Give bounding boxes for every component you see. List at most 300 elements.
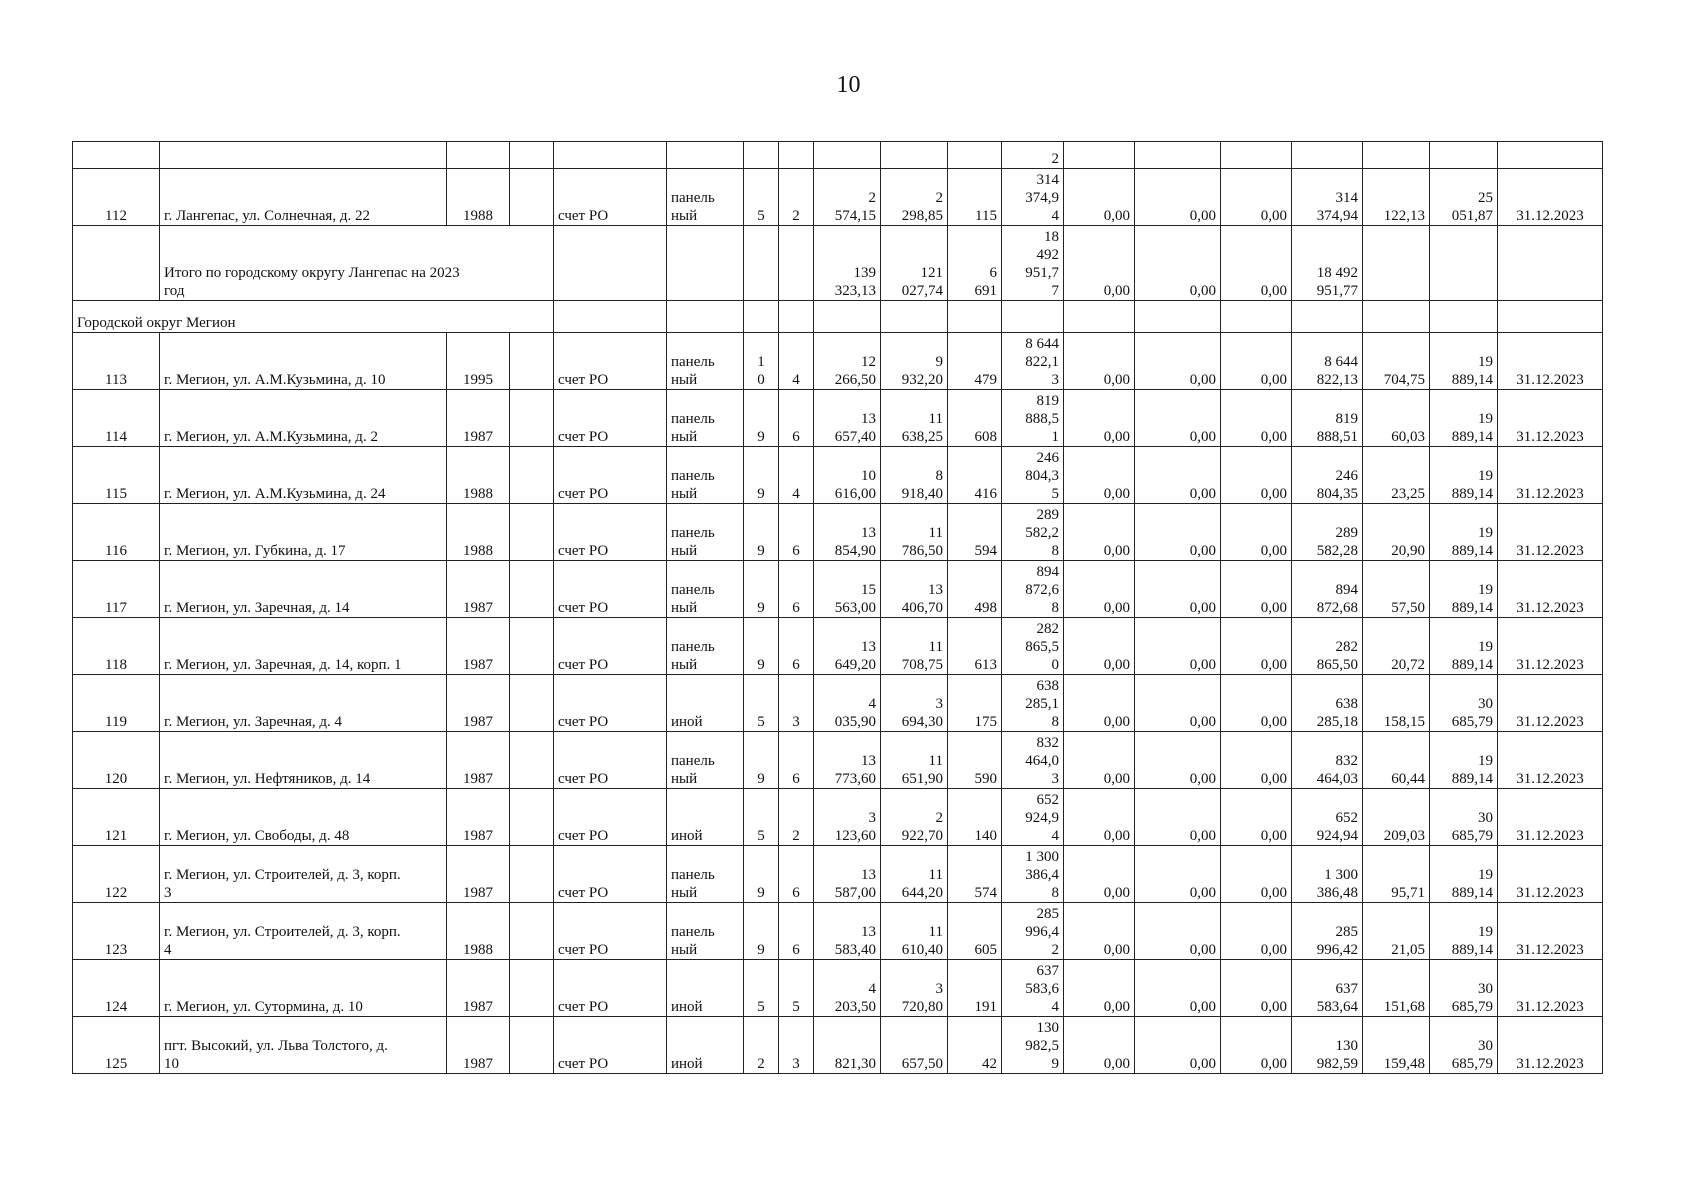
blank-cell <box>510 1017 554 1074</box>
cost-per-m2-cell: 20,90 <box>1363 504 1430 561</box>
row-number-cell: 117 <box>73 561 160 618</box>
blank-cell <box>1064 301 1135 333</box>
floors-cell: 5 <box>744 169 779 226</box>
cost-part-4-cell: 652 924,94 <box>1292 789 1363 846</box>
cost-total-cell: 652 924,9 4 <box>1002 789 1064 846</box>
cost-part-1-cell: 0,00 <box>1064 447 1135 504</box>
cost-part-3-cell: 0,00 <box>1221 333 1292 390</box>
wall-material-cell: иной <box>667 960 744 1017</box>
row-number-cell: 120 <box>73 732 160 789</box>
wall-material-cell: панель ный <box>667 618 744 675</box>
table-row <box>73 789 1603 846</box>
cost-part-1-cell: 0,00 <box>1064 618 1135 675</box>
total-area-cell: 13 657,40 <box>814 390 881 447</box>
blank-cell <box>510 169 554 226</box>
cost-limit-cell: 19 889,14 <box>1430 447 1498 504</box>
cost-part-2-cell: 0,00 <box>1135 903 1221 960</box>
summary-cost-part-1: 0,00 <box>1064 226 1135 301</box>
residents-cell: 605 <box>948 903 1002 960</box>
year-cell: 1987 <box>447 390 510 447</box>
blank-cell <box>510 903 554 960</box>
cost-part-1-cell: 0,00 <box>1064 561 1135 618</box>
cost-part-1-cell: 0,00 <box>1064 903 1135 960</box>
blank-cell <box>510 447 554 504</box>
residential-area-cell: 11 651,90 <box>881 732 948 789</box>
cost-part-2-cell: 0,00 <box>1135 846 1221 903</box>
address-cell: г. Мегион, ул. Заречная, д. 4 <box>160 675 447 732</box>
cost-part-4-cell: 894 872,68 <box>1292 561 1363 618</box>
cost-part-4-cell: 637 583,64 <box>1292 960 1363 1017</box>
entrances-cell: 6 <box>779 846 814 903</box>
blank-cell <box>510 846 554 903</box>
row-number-cell: 122 <box>73 846 160 903</box>
method-cell: счет РО <box>554 846 667 903</box>
blank-cell <box>814 301 881 333</box>
address-cell: г. Мегион, ул. Заречная, д. 14, корп. 1 <box>160 618 447 675</box>
address-cell: г. Мегион, ул. Свободы, д. 48 <box>160 789 447 846</box>
residential-area-cell: 3 720,80 <box>881 960 948 1017</box>
blank-cell <box>510 618 554 675</box>
residents-cell: 115 <box>948 169 1002 226</box>
cost-limit-cell: 25 051,87 <box>1430 169 1498 226</box>
total-area-cell: 10 616,00 <box>814 447 881 504</box>
floors-cell: 9 <box>744 618 779 675</box>
floors-cell: 1 0 <box>744 333 779 390</box>
cost-part-3-cell: 0,00 <box>1221 960 1292 1017</box>
cost-part-4-cell: 246 804,35 <box>1292 447 1363 504</box>
cost-total-cell: 130 982,5 9 <box>1002 1017 1064 1074</box>
floors-cell: 9 <box>744 390 779 447</box>
deadline-cell: 31.12.2023 <box>1498 169 1603 226</box>
cost-limit-cell: 30 685,79 <box>1430 789 1498 846</box>
entrances-cell: 6 <box>779 561 814 618</box>
residential-area-cell: 11 610,40 <box>881 903 948 960</box>
summary-total-area: 139 323,13 <box>814 226 881 301</box>
cost-part-1-cell: 0,00 <box>1064 504 1135 561</box>
blank-cell <box>1363 226 1430 301</box>
cost-part-4-cell: 282 865,50 <box>1292 618 1363 675</box>
total-area-cell: 12 266,50 <box>814 333 881 390</box>
cost-part-2-cell: 0,00 <box>1135 561 1221 618</box>
year-cell: 1988 <box>447 903 510 960</box>
cost-part-3-cell: 0,00 <box>1221 675 1292 732</box>
total-area-cell: 15 563,00 <box>814 561 881 618</box>
table-row <box>73 447 1603 504</box>
method-cell: счет РО <box>554 903 667 960</box>
year-cell: 1987 <box>447 618 510 675</box>
blank-cell <box>1221 301 1292 333</box>
table-row <box>73 903 1603 960</box>
method-cell: счет РО <box>554 561 667 618</box>
cost-part-1-cell: 0,00 <box>1064 390 1135 447</box>
floors-cell: 5 <box>744 675 779 732</box>
address-cell: г. Мегион, ул. Строителей, д. 3, корп. 3 <box>160 846 447 903</box>
residents-cell: 594 <box>948 504 1002 561</box>
row-number-cell: 125 <box>73 1017 160 1074</box>
cost-per-m2-cell: 159,48 <box>1363 1017 1430 1074</box>
deadline-cell: 31.12.2023 <box>1498 618 1603 675</box>
cost-per-m2-cell: 20,72 <box>1363 618 1430 675</box>
residential-area-cell: 657,50 <box>881 1017 948 1074</box>
table-row <box>73 390 1603 447</box>
cost-part-2-cell: 0,00 <box>1135 732 1221 789</box>
residential-area-cell: 11 708,75 <box>881 618 948 675</box>
deadline-cell: 31.12.2023 <box>1498 390 1603 447</box>
table-row <box>73 675 1603 732</box>
cost-part-4-cell: 314 374,94 <box>1292 169 1363 226</box>
cost-total-cell: 289 582,2 8 <box>1002 504 1064 561</box>
cost-part-2-cell: 0,00 <box>1135 1017 1221 1074</box>
cost-limit-cell: 19 889,14 <box>1430 732 1498 789</box>
cost-total-cell: 832 464,0 3 <box>1002 732 1064 789</box>
method-cell: счет РО <box>554 504 667 561</box>
floors-cell: 9 <box>744 846 779 903</box>
cost-part-4-cell: 832 464,03 <box>1292 732 1363 789</box>
residents-cell: 613 <box>948 618 1002 675</box>
blank-cell <box>1135 301 1221 333</box>
year-cell: 1988 <box>447 447 510 504</box>
cost-part-3-cell: 0,00 <box>1221 169 1292 226</box>
residential-area-cell: 2 922,70 <box>881 789 948 846</box>
floors-cell: 2 <box>744 1017 779 1074</box>
page-number: 10 <box>836 72 861 98</box>
floors-cell: 9 <box>744 504 779 561</box>
wall-material-cell: иной <box>667 1017 744 1074</box>
cost-total-cell: 819 888,5 1 <box>1002 390 1064 447</box>
total-area-cell: 13 854,90 <box>814 504 881 561</box>
continuation-row <box>73 142 1603 169</box>
row-number-cell: 112 <box>73 169 160 226</box>
floors-cell: 9 <box>744 447 779 504</box>
cost-part-2-cell: 0,00 <box>1135 960 1221 1017</box>
address-cell: г. Мегион, ул. Губкина, д. 17 <box>160 504 447 561</box>
wall-material-cell: панель ный <box>667 333 744 390</box>
entrances-cell: 5 <box>779 960 814 1017</box>
deadline-cell: 31.12.2023 <box>1498 732 1603 789</box>
table-row <box>73 561 1603 618</box>
cost-part-2-cell: 0,00 <box>1135 447 1221 504</box>
year-cell: 1987 <box>447 960 510 1017</box>
method-cell: счет РО <box>554 732 667 789</box>
cost-per-m2-cell: 122,13 <box>1363 169 1430 226</box>
row-number-cell: 121 <box>73 789 160 846</box>
row-number-cell: 115 <box>73 447 160 504</box>
table-body <box>73 142 1603 1074</box>
cost-part-3-cell: 0,00 <box>1221 789 1292 846</box>
blank-cell <box>779 226 814 301</box>
blank-cell <box>554 226 667 301</box>
total-area-cell: 2 574,15 <box>814 169 881 226</box>
entrances-cell: 6 <box>779 504 814 561</box>
blank-cell <box>667 301 744 333</box>
summary-cost-total: 18 492 951,7 7 <box>1002 226 1064 301</box>
summary-residents: 6 691 <box>948 226 1002 301</box>
total-area-cell: 13 649,20 <box>814 618 881 675</box>
blank-cell <box>744 301 779 333</box>
cost-limit-cell: 19 889,14 <box>1430 618 1498 675</box>
total-area-cell: 13 773,60 <box>814 732 881 789</box>
cost-part-3-cell: 0,00 <box>1221 618 1292 675</box>
deadline-cell: 31.12.2023 <box>1498 675 1603 732</box>
blank-cell <box>1430 226 1498 301</box>
cost-per-m2-cell: 57,50 <box>1363 561 1430 618</box>
blank-cell <box>948 301 1002 333</box>
total-area-cell: 13 583,40 <box>814 903 881 960</box>
cost-part-1-cell: 0,00 <box>1064 1017 1135 1074</box>
cost-total-cell: 638 285,1 8 <box>1002 675 1064 732</box>
method-cell: счет РО <box>554 447 667 504</box>
wall-material-cell: панель ный <box>667 390 744 447</box>
residential-area-cell: 11 786,50 <box>881 504 948 561</box>
cost-per-m2-cell: 209,03 <box>1363 789 1430 846</box>
residents-cell: 191 <box>948 960 1002 1017</box>
cost-per-m2-cell: 60,03 <box>1363 390 1430 447</box>
wall-material-cell: панель ный <box>667 169 744 226</box>
method-cell: счет РО <box>554 1017 667 1074</box>
cost-part-1-cell: 0,00 <box>1064 960 1135 1017</box>
section-title: Городской округ Мегион <box>73 301 554 333</box>
blank-cell <box>881 301 948 333</box>
residents-cell: 175 <box>948 675 1002 732</box>
year-cell: 1987 <box>447 732 510 789</box>
method-cell: счет РО <box>554 675 667 732</box>
cost-part-3-cell: 0,00 <box>1221 903 1292 960</box>
row-number-cell: 123 <box>73 903 160 960</box>
address-cell: г. Лангепас, ул. Солнечная, д. 22 <box>160 169 447 226</box>
residential-area-cell: 11 638,25 <box>881 390 948 447</box>
cost-part-1-cell: 0,00 <box>1064 675 1135 732</box>
method-cell: счет РО <box>554 390 667 447</box>
floors-cell: 9 <box>744 561 779 618</box>
residents-cell: 479 <box>948 333 1002 390</box>
address-cell: г. Мегион, ул. Нефтяников, д. 14 <box>160 732 447 789</box>
entrances-cell: 6 <box>779 903 814 960</box>
cost-per-m2-cell: 60,44 <box>1363 732 1430 789</box>
wall-material-cell: панель ный <box>667 447 744 504</box>
address-cell: г. Мегион, ул. А.М.Кузьмина, д. 2 <box>160 390 447 447</box>
table-row <box>73 732 1603 789</box>
cost-total-cell: 285 996,4 2 <box>1002 903 1064 960</box>
cost-part-3-cell: 0,00 <box>1221 447 1292 504</box>
table-row <box>73 504 1603 561</box>
address-cell: г. Мегион, ул. Заречная, д. 14 <box>160 561 447 618</box>
method-cell: счет РО <box>554 618 667 675</box>
total-area-cell: 4 035,90 <box>814 675 881 732</box>
entrances-cell: 6 <box>779 390 814 447</box>
blank-cell <box>667 226 744 301</box>
summary-label: Итого по городскому округу Лангепас на 2023 год <box>160 226 554 301</box>
cost-limit-cell: 19 889,14 <box>1430 390 1498 447</box>
floors-cell: 5 <box>744 789 779 846</box>
table-row <box>73 618 1603 675</box>
cost-part-4-cell: 638 285,18 <box>1292 675 1363 732</box>
table-row <box>73 960 1603 1017</box>
blank-cell <box>510 960 554 1017</box>
cost-part-4-cell: 130 982,59 <box>1292 1017 1363 1074</box>
cost-part-4-cell: 8 644 822,13 <box>1292 333 1363 390</box>
cost-part-3-cell: 0,00 <box>1221 504 1292 561</box>
deadline-cell: 31.12.2023 <box>1498 333 1603 390</box>
entrances-cell: 3 <box>779 1017 814 1074</box>
residents-cell: 416 <box>948 447 1002 504</box>
cost-per-m2-cell: 151,68 <box>1363 960 1430 1017</box>
deadline-cell: 31.12.2023 <box>1498 960 1603 1017</box>
wall-material-cell: панель ный <box>667 561 744 618</box>
cost-part-4-cell: 1 300 386,48 <box>1292 846 1363 903</box>
cost-limit-cell: 30 685,79 <box>1430 1017 1498 1074</box>
row-number-cell: 114 <box>73 390 160 447</box>
blank-cell <box>779 301 814 333</box>
cost-part-3-cell: 0,00 <box>1221 561 1292 618</box>
cost-limit-cell: 19 889,14 <box>1430 903 1498 960</box>
row-number-cell: 124 <box>73 960 160 1017</box>
wall-material-cell: панель ный <box>667 504 744 561</box>
total-area-cell: 13 587,00 <box>814 846 881 903</box>
total-area-cell: 3 123,60 <box>814 789 881 846</box>
row-number-cell: 119 <box>73 675 160 732</box>
address-cell: г. Мегион, ул. А.М.Кузьмина, д. 10 <box>160 333 447 390</box>
cost-total-cell: 2 <box>1002 142 1064 169</box>
cost-part-1-cell: 0,00 <box>1064 846 1135 903</box>
year-cell: 1987 <box>447 789 510 846</box>
row-number-cell: 116 <box>73 504 160 561</box>
cost-part-4-cell: 819 888,51 <box>1292 390 1363 447</box>
cost-part-1-cell: 0,00 <box>1064 333 1135 390</box>
section-header-row <box>73 301 1603 333</box>
cost-limit-cell: 19 889,14 <box>1430 333 1498 390</box>
cost-part-2-cell: 0,00 <box>1135 789 1221 846</box>
deadline-cell: 31.12.2023 <box>1498 561 1603 618</box>
deadline-cell: 31.12.2023 <box>1498 846 1603 903</box>
address-cell: пгт. Высокий, ул. Льва Толстого, д. 10 <box>160 1017 447 1074</box>
residential-area-cell: 2 298,85 <box>881 169 948 226</box>
cost-part-2-cell: 0,00 <box>1135 504 1221 561</box>
deadline-cell: 31.12.2023 <box>1498 789 1603 846</box>
cost-per-m2-cell: 95,71 <box>1363 846 1430 903</box>
summary-residential-area: 121 027,74 <box>881 226 948 301</box>
residential-area-cell: 11 644,20 <box>881 846 948 903</box>
cost-limit-cell: 19 889,14 <box>1430 561 1498 618</box>
residents-cell: 574 <box>948 846 1002 903</box>
wall-material-cell: панель ный <box>667 732 744 789</box>
entrances-cell: 4 <box>779 333 814 390</box>
year-cell: 1988 <box>447 504 510 561</box>
cost-total-cell: 894 872,6 8 <box>1002 561 1064 618</box>
table-row <box>73 1017 1603 1074</box>
entrances-cell: 6 <box>779 732 814 789</box>
cost-part-2-cell: 0,00 <box>1135 390 1221 447</box>
residential-area-cell: 13 406,70 <box>881 561 948 618</box>
cost-part-4-cell: 285 996,42 <box>1292 903 1363 960</box>
cost-total-cell: 8 644 822,1 3 <box>1002 333 1064 390</box>
blank-cell <box>510 789 554 846</box>
cost-total-cell: 246 804,3 5 <box>1002 447 1064 504</box>
table-row <box>73 846 1603 903</box>
year-cell: 1988 <box>447 169 510 226</box>
blank-cell <box>554 301 667 333</box>
floors-cell: 5 <box>744 960 779 1017</box>
cost-limit-cell: 19 889,14 <box>1430 846 1498 903</box>
residential-area-cell: 8 918,40 <box>881 447 948 504</box>
cost-part-3-cell: 0,00 <box>1221 1017 1292 1074</box>
residents-cell: 608 <box>948 390 1002 447</box>
floors-cell: 9 <box>744 903 779 960</box>
residents-cell: 498 <box>948 561 1002 618</box>
deadline-cell: 31.12.2023 <box>1498 504 1603 561</box>
cost-limit-cell: 30 685,79 <box>1430 960 1498 1017</box>
cost-part-3-cell: 0,00 <box>1221 390 1292 447</box>
cost-part-1-cell: 0,00 <box>1064 732 1135 789</box>
cost-part-3-cell: 0,00 <box>1221 732 1292 789</box>
cost-part-3-cell: 0,00 <box>1221 846 1292 903</box>
method-cell: счет РО <box>554 789 667 846</box>
cost-part-4-cell: 289 582,28 <box>1292 504 1363 561</box>
wall-material-cell: иной <box>667 675 744 732</box>
method-cell: счет РО <box>554 960 667 1017</box>
table-row <box>73 169 1603 226</box>
blank-cell <box>510 390 554 447</box>
address-cell: г. Мегион, ул. Сутормина, д. 10 <box>160 960 447 1017</box>
cost-per-m2-cell: 23,25 <box>1363 447 1430 504</box>
cost-part-2-cell: 0,00 <box>1135 618 1221 675</box>
blank-cell <box>510 504 554 561</box>
table-row <box>73 333 1603 390</box>
year-cell: 1987 <box>447 846 510 903</box>
deadline-cell: 31.12.2023 <box>1498 1017 1603 1074</box>
method-cell: счет РО <box>554 169 667 226</box>
blank-cell <box>1498 226 1603 301</box>
method-cell: счет РО <box>554 333 667 390</box>
blank-cell <box>73 226 160 301</box>
year-cell: 1987 <box>447 675 510 732</box>
entrances-cell: 2 <box>779 789 814 846</box>
blank-cell <box>510 732 554 789</box>
cost-per-m2-cell: 21,05 <box>1363 903 1430 960</box>
residents-cell: 42 <box>948 1017 1002 1074</box>
blank-cell <box>510 675 554 732</box>
summary-cost-part-3: 0,00 <box>1221 226 1292 301</box>
cost-total-cell: 282 865,5 0 <box>1002 618 1064 675</box>
cost-per-m2-cell: 704,75 <box>1363 333 1430 390</box>
cost-total-cell: 314 374,9 4 <box>1002 169 1064 226</box>
deadline-cell: 31.12.2023 <box>1498 903 1603 960</box>
residents-cell: 590 <box>948 732 1002 789</box>
cost-part-1-cell: 0,00 <box>1064 169 1135 226</box>
registry-table <box>72 141 1603 1074</box>
blank-cell <box>1292 301 1363 333</box>
cost-part-1-cell: 0,00 <box>1064 789 1135 846</box>
residents-cell: 140 <box>948 789 1002 846</box>
address-cell: г. Мегион, ул. Строителей, д. 3, корп. 4 <box>160 903 447 960</box>
entrances-cell: 6 <box>779 618 814 675</box>
year-cell: 1987 <box>447 1017 510 1074</box>
deadline-cell: 31.12.2023 <box>1498 447 1603 504</box>
blank-cell <box>1363 301 1430 333</box>
blank-cell <box>1002 301 1064 333</box>
floors-cell: 9 <box>744 732 779 789</box>
wall-material-cell: иной <box>667 789 744 846</box>
blank-cell <box>744 226 779 301</box>
residential-area-cell: 3 694,30 <box>881 675 948 732</box>
blank-cell <box>510 561 554 618</box>
blank-cell <box>510 333 554 390</box>
cost-per-m2-cell: 158,15 <box>1363 675 1430 732</box>
address-cell: г. Мегион, ул. А.М.Кузьмина, д. 24 <box>160 447 447 504</box>
cost-total-cell: 1 300 386,4 8 <box>1002 846 1064 903</box>
total-area-cell: 821,30 <box>814 1017 881 1074</box>
row-number-cell: 113 <box>73 333 160 390</box>
summary-cost-part-2: 0,00 <box>1135 226 1221 301</box>
